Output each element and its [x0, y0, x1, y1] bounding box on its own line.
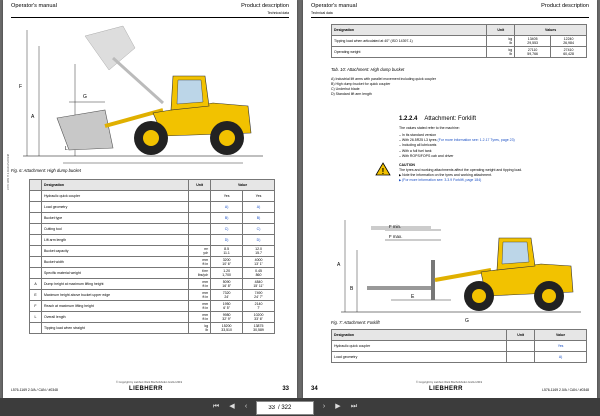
liebherr-logo: LIEBHERR: [129, 386, 163, 392]
caution-block: [399, 163, 522, 183]
table-cell-designation: Bucket type: [41, 213, 188, 224]
table-cell-designation: Tipping load when straight: [41, 323, 188, 334]
bullet-item: – With a full fuel tank: [399, 149, 515, 154]
footnotes: [331, 77, 436, 97]
spec-table-body: [30, 191, 275, 334]
bullet-list: [399, 133, 515, 159]
bottom-spec-table: [331, 329, 587, 363]
col-unit: Unit: [507, 330, 535, 341]
table-cell-designation: Maximum height above bucket upper edge: [41, 290, 188, 301]
table-row: [332, 341, 587, 352]
table-cell-unit: [189, 202, 211, 213]
table-row: [332, 352, 587, 363]
caution-line: ▶ Note the information on the tyres and working attachment.: [399, 173, 522, 178]
table-cell-v2: 27410 60,428: [551, 47, 587, 58]
table-row: [30, 213, 275, 224]
table-cell-v1: B): [211, 213, 243, 224]
top-spec-table-body: [332, 36, 587, 58]
col-designation: Designation: [332, 330, 507, 341]
section-heading: [399, 116, 476, 122]
table-row: [30, 301, 275, 312]
col-designation: Designation: [41, 180, 188, 191]
table-row: [30, 224, 275, 235]
table-row: [30, 235, 275, 246]
table-cell-label: [30, 268, 42, 279]
table-cell-label: [30, 323, 42, 334]
table-row: [30, 191, 275, 202]
prev-page-icon[interactable]: ◀: [229, 403, 235, 410]
table-cell-unit: [189, 191, 211, 202]
header-left: Operator's manual: [11, 3, 57, 9]
table-cell-unit: m³ yd³: [189, 246, 211, 257]
table-cell-unit: mm ft in: [189, 257, 211, 268]
table-cell-unit: mm ft in: [189, 312, 211, 323]
table-row: [30, 290, 275, 301]
bottom-spec-table-body: [332, 341, 587, 363]
table-cell-v1: 5090 16' 8": [211, 279, 243, 290]
page-number: 33: [282, 386, 289, 392]
table-cell-v2: D): [243, 235, 275, 246]
footer-copyright: © Copyright by Liebherr-Werk Bischofshofen GmbH 2019: [416, 381, 483, 384]
table-cell-unit: mm ft in: [189, 301, 211, 312]
table-cell-v2: Yes: [243, 191, 275, 202]
footnote: A) Industrial lift arms with parallel movement including quick coupler: [331, 77, 437, 81]
total-pages: / 322: [278, 405, 292, 411]
dim-label-f-max: F max.: [389, 234, 403, 239]
table-cell-designation: Specific material weight: [41, 268, 188, 279]
table-cell-designation: Bucket capacity: [41, 246, 188, 257]
section-title: Attachment: Forklift: [424, 116, 477, 122]
dim-label-e: E: [411, 294, 415, 300]
left-page: [3, 0, 297, 398]
high-dump-bucket-figure: [13, 18, 273, 168]
col-designation: Designation: [332, 25, 487, 36]
svg-text:!: !: [381, 167, 385, 176]
page-number: 34: [311, 386, 318, 392]
table-cell-designation: Overall length: [41, 312, 188, 323]
figure-caption: Fig. 7: Attachment: Forklift: [331, 320, 380, 325]
table-cell-designation: Reach at maximum lifting height: [41, 301, 188, 312]
table-cell-v2: 4840 15' 11": [243, 279, 275, 290]
table-cell-v1: 15200 33,510: [211, 323, 243, 334]
footnote: B) High dump bucket for quick coupler: [331, 82, 391, 86]
table-cell-label: L: [30, 312, 42, 323]
table-cell-v2: 13875 30,589: [243, 323, 275, 334]
table-cell-unit: kg lb: [189, 323, 211, 334]
table-cell-v1: 1.20 1,700: [211, 268, 243, 279]
warning-triangle-icon: [375, 162, 391, 176]
table-cell-v2: 12240 26,984: [551, 36, 587, 47]
prev-view-icon[interactable]: ‹: [244, 403, 248, 410]
footer-copyright: © Copyright by Liebherr-Werk Bischofshofen GmbH 2019: [116, 381, 183, 384]
table-cell-unit: kg lb: [487, 47, 515, 58]
table-cell-designation: Dump height at maximum lifting height: [41, 279, 188, 290]
table-cell-v1: Yes: [535, 341, 587, 352]
table-cell-v1: 27110 59,766: [515, 47, 551, 58]
bullet-item: – With ROPS/FOPS cab and driver: [399, 154, 515, 159]
table-cell-v1: A): [211, 202, 243, 213]
first-page-icon[interactable]: ⏮: [212, 403, 220, 410]
table-cell-v2: 4000 13' 1": [243, 257, 275, 268]
table-cell-designation: Tipping load when articulated at 40° (ISO 14397-1): [332, 36, 487, 47]
dim-label-g: L: [65, 146, 68, 152]
dim-label-e: F: [19, 84, 23, 90]
table-cell-unit: [189, 213, 211, 224]
dim-label-g: G: [465, 318, 469, 324]
page-header: [11, 3, 289, 18]
col-unit: Unit: [189, 180, 211, 191]
table-cell-v2: 2140 7': [243, 301, 275, 312]
table-row: [30, 323, 275, 334]
table-cell-label: [30, 224, 42, 235]
table-cell-v1: A): [535, 352, 587, 363]
table-cell-designation: Load geometry: [41, 202, 188, 213]
table-row: [30, 279, 275, 290]
table-cell-unit: t/m³ lbs/yd³: [189, 268, 211, 279]
table-cell-v1: Yes: [211, 191, 243, 202]
table-cell-unit: [189, 224, 211, 235]
footer-model: L576-1169 2.0/A / CAN / #0348: [542, 388, 589, 392]
table-cell-designation: Operating weight: [332, 47, 487, 58]
next-page-icon[interactable]: ▶: [335, 403, 341, 410]
table-cell-v2: A): [243, 202, 275, 213]
table-cell-label: [30, 191, 42, 202]
table-cell-v2: 12.0 15.7: [243, 246, 275, 257]
table-cell-v2: C): [243, 224, 275, 235]
table-row: [332, 36, 587, 47]
table-cell-v2: 7490 24' 7": [243, 290, 275, 301]
header-right: Product description: [541, 3, 589, 9]
header-sub: Technical data: [267, 11, 289, 15]
spec-table: [29, 179, 275, 334]
col-value: Value: [535, 330, 587, 341]
table-cell-v1: 8.5 11.1: [211, 246, 243, 257]
caution-title: CAUTION: [399, 163, 415, 167]
table-cell-unit: [507, 352, 535, 363]
table-row: [30, 268, 275, 279]
dim-label-b: B: [350, 286, 354, 292]
table-cell-designation: Bucket width: [41, 257, 188, 268]
cross-ref-link[interactable]: (For more information see: 1.2.17 Tyres, page 23): [437, 138, 515, 143]
next-view-icon[interactable]: ›: [322, 403, 326, 410]
page-number-input[interactable]: [259, 403, 275, 412]
header-sub: Technical data: [311, 11, 333, 15]
forklift-figure: [331, 200, 591, 328]
table-cell-v2: 10200 33' 6": [243, 312, 275, 323]
table-cell-v1: 9980 32' 9": [211, 312, 243, 323]
table-row: [30, 202, 275, 213]
dim-label-f-min: F min.: [389, 224, 402, 229]
table-cell-label: F: [30, 301, 42, 312]
section-number: 1.2.2.4: [399, 116, 418, 122]
bullet-item: – In its standard version: [399, 133, 515, 138]
table-cell-unit: [189, 235, 211, 246]
table-cell-v1: 7320 24': [211, 290, 243, 301]
table-cell-v1: D): [211, 235, 243, 246]
table-cell-label: [30, 246, 42, 257]
table-row: [332, 47, 587, 58]
table-cell-v1: 3200 10' 6": [211, 257, 243, 268]
figure-caption: Fig. 6: Attachment: High dump bucket: [11, 168, 81, 173]
footnote: C) Underhut blade: [331, 87, 360, 91]
col-value: Value: [211, 180, 275, 191]
caution-line: The tyres and working attachments affect the operating weight and tipping load.: [399, 168, 523, 172]
table-cell-unit: mm ft in: [189, 279, 211, 290]
side-text: L576 1169 IT 2.0/A/CAN/#0348: [7, 154, 10, 190]
header-left: Operator's manual: [311, 3, 357, 9]
liebherr-logo: LIEBHERR: [429, 386, 463, 392]
table-cell-v1: C): [211, 224, 243, 235]
bullet-item: – With 26.5R25 L3 tyres (For more information see: 1.2.17 Tyres, page 23): [399, 138, 515, 143]
table-cell-v1: 1950 6' 5": [211, 301, 243, 312]
table-cell-label: E: [30, 290, 42, 301]
tab-caption: Tab. 10: Attachment: High dump bucket: [331, 67, 405, 72]
table-cell-label: A: [30, 279, 42, 290]
footer-model: L576-1169 2.0/A / CAN / #0348: [11, 388, 58, 392]
table-cell-designation: Lift arm length: [41, 235, 188, 246]
table-cell-unit: [507, 341, 535, 352]
intro-text: The values stated refer to the machine:: [399, 126, 460, 130]
table-cell-label: [30, 202, 42, 213]
last-page-icon[interactable]: ⏭: [350, 403, 358, 410]
bullet-item: – Including all lubricants: [399, 143, 515, 148]
dim-label-a: A: [337, 262, 341, 268]
table-cell-designation: Load geometry: [332, 352, 507, 363]
table-cell-v1: 13405 29,553: [515, 36, 551, 47]
caution-link[interactable]: ▶ (For more information see: 3.3.9 Forklift, page 184): [399, 178, 522, 183]
table-cell-label: [30, 235, 42, 246]
table-row: [30, 257, 275, 268]
table-cell-unit: kg lb: [487, 36, 515, 47]
footnote: D) Standard lift arm length: [331, 92, 372, 96]
table-row: [30, 312, 275, 323]
dim-label-a: A: [31, 114, 35, 120]
table-cell-designation: Cutting tool: [41, 224, 188, 235]
dim-label-f: G: [83, 94, 87, 100]
table-cell-unit: mm ft in: [189, 290, 211, 301]
table-row: [30, 246, 275, 257]
table-cell-designation: Hydraulic quick coupler: [332, 341, 507, 352]
pdf-viewer-toolbar: [0, 398, 600, 416]
table-cell-label: [30, 213, 42, 224]
table-cell-v2: 0.45 860: [243, 268, 275, 279]
top-spec-table: [331, 24, 587, 58]
table-cell-designation: Hydraulic quick coupler: [41, 191, 188, 202]
col-unit: Unit: [487, 25, 515, 36]
right-page: [303, 0, 597, 398]
header-right: Product description: [241, 3, 289, 9]
table-cell-v2: B): [243, 213, 275, 224]
col-values: Values: [515, 25, 587, 36]
table-cell-label: [30, 257, 42, 268]
page-header: [311, 3, 589, 18]
page-number-box: [256, 401, 314, 415]
